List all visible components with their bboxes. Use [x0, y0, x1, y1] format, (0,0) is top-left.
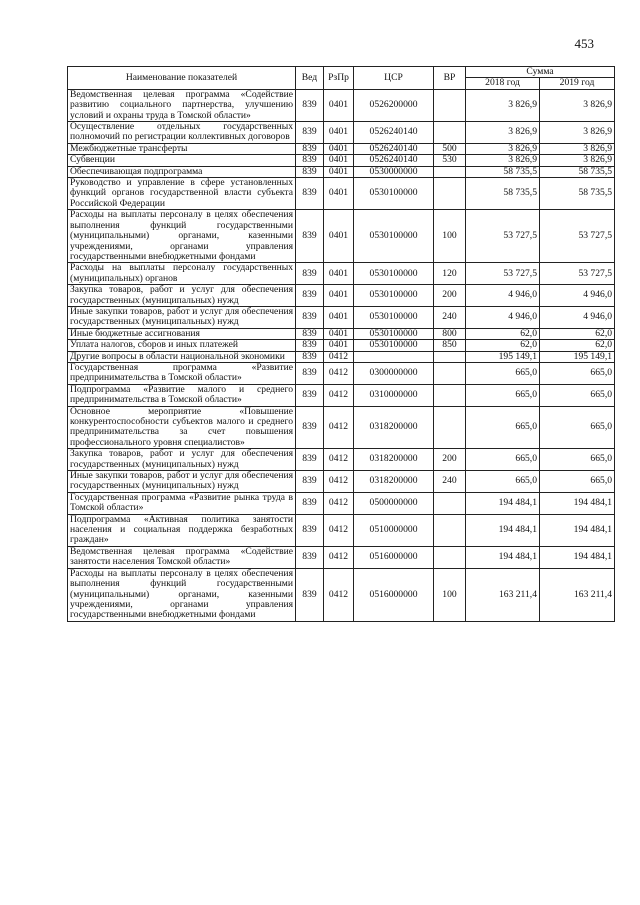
table-row — [68, 568, 615, 621]
row-sum-2018: 3 826,9 — [466, 89, 540, 121]
row-name: Иные бюджетные ассигнования — [68, 328, 296, 339]
header-vr: ВР — [434, 67, 466, 90]
row-rzpr: 0412 — [324, 362, 354, 384]
header-name: Наименование показателей — [68, 67, 296, 90]
row-sum-2019: 3 826,9 — [540, 89, 615, 121]
row-ved: 839 — [296, 166, 324, 177]
row-csr: 0530100000 — [354, 285, 434, 307]
row-vr: 500 — [434, 143, 466, 154]
row-sum-2018: 62,0 — [466, 328, 540, 339]
row-name: Расходы на выплаты персоналу в целях обеспечения выполнения функций государственными (муниципальными) органами, казенными учреждениями, органами управления государственными внебюджетными фондами — [68, 210, 296, 263]
header-ved: Вед — [296, 67, 324, 90]
row-sum-2018: 665,0 — [466, 362, 540, 384]
row-ved: 839 — [296, 306, 324, 328]
row-name: Иные закупки товаров, работ и услуг для обеспечения государственных (муниципальных) нужд — [68, 306, 296, 328]
row-csr: 0530000000 — [354, 166, 434, 177]
row-csr: 0530100000 — [354, 178, 434, 210]
row-ved: 839 — [296, 546, 324, 568]
row-rzpr: 0401 — [324, 166, 354, 177]
row-ved: 839 — [296, 514, 324, 546]
row-sum-2019: 194 484,1 — [540, 546, 615, 568]
row-csr: 0526240140 — [354, 122, 434, 144]
row-name: Руководство и управление в сфере установленных функций органов государственной власти субъекта Российской Федерации — [68, 178, 296, 210]
row-vr — [434, 178, 466, 210]
row-vr: 240 — [434, 306, 466, 328]
row-csr — [354, 351, 434, 362]
table-row — [68, 492, 615, 514]
row-ved: 839 — [296, 449, 324, 471]
row-sum-2019: 4 946,0 — [540, 306, 615, 328]
row-ved: 839 — [296, 492, 324, 514]
table-row — [68, 122, 615, 144]
row-sum-2019: 3 826,9 — [540, 122, 615, 144]
row-sum-2018: 3 826,9 — [466, 122, 540, 144]
table-row — [68, 406, 615, 449]
row-rzpr: 0412 — [324, 471, 354, 493]
table-row — [68, 89, 615, 121]
row-csr: 0530100000 — [354, 306, 434, 328]
row-sum-2018: 58 735,5 — [466, 178, 540, 210]
row-sum-2019: 58 735,5 — [540, 178, 615, 210]
row-sum-2018: 3 826,9 — [466, 143, 540, 154]
row-vr: 850 — [434, 340, 466, 351]
row-sum-2019: 53 727,5 — [540, 210, 615, 263]
row-sum-2018: 665,0 — [466, 449, 540, 471]
row-sum-2018: 4 946,0 — [466, 306, 540, 328]
row-sum-2019: 163 211,4 — [540, 568, 615, 621]
row-rzpr: 0412 — [324, 406, 354, 449]
row-csr: 0526240140 — [354, 143, 434, 154]
row-name: Закупка товаров, работ и услуг для обеспечения государственных (муниципальных) нужд — [68, 285, 296, 307]
row-name: Закупка товаров, работ и услуг для обеспечения государственных (муниципальных) нужд — [68, 449, 296, 471]
header-sum: Сумма — [466, 67, 615, 78]
row-ved: 839 — [296, 568, 324, 621]
table-row — [68, 263, 615, 285]
row-ved: 839 — [296, 328, 324, 339]
row-ved: 839 — [296, 384, 324, 406]
row-sum-2019: 58 735,5 — [540, 166, 615, 177]
table-row — [68, 514, 615, 546]
row-vr: 120 — [434, 263, 466, 285]
row-csr: 0516000000 — [354, 568, 434, 621]
row-name: Основное мероприятие «Повышение конкурентоспособности субъектов малого и среднего предпринимательства за счет повышения профессионального уровня специалистов» — [68, 406, 296, 449]
row-csr: 0526240140 — [354, 155, 434, 166]
table-header — [68, 67, 615, 90]
row-name: Межбюджетные трансферты — [68, 143, 296, 154]
row-sum-2018: 3 826,9 — [466, 155, 540, 166]
row-ved: 839 — [296, 263, 324, 285]
header-rzpr: РзПр — [324, 67, 354, 90]
table-row — [68, 210, 615, 263]
row-csr: 0530100000 — [354, 328, 434, 339]
table-row — [68, 178, 615, 210]
row-sum-2018: 665,0 — [466, 406, 540, 449]
row-sum-2018: 53 727,5 — [466, 263, 540, 285]
table-body — [68, 89, 615, 621]
row-csr: 0530100000 — [354, 340, 434, 351]
row-vr — [434, 546, 466, 568]
row-name: Ведомственная целевая программа «Содействие занятости населения Томской области» — [68, 546, 296, 568]
header-year-2019: 2019 год — [540, 78, 615, 89]
row-sum-2019: 3 826,9 — [540, 155, 615, 166]
row-sum-2018: 163 211,4 — [466, 568, 540, 621]
row-rzpr: 0401 — [324, 89, 354, 121]
row-vr — [434, 122, 466, 144]
table-row — [68, 471, 615, 493]
row-vr: 100 — [434, 568, 466, 621]
row-ved: 839 — [296, 406, 324, 449]
row-ved: 839 — [296, 340, 324, 351]
row-name: Расходы на выплаты персоналу в целях обеспечения выполнения функций государственными (муниципальными) органами, казенными учреждениями, органами управления государственными внебюджетными фондами — [68, 568, 296, 621]
row-vr — [434, 362, 466, 384]
budget-table — [67, 66, 615, 622]
row-name: Субвенции — [68, 155, 296, 166]
row-name: Расходы на выплаты персоналу государственных (муниципальных) органов — [68, 263, 296, 285]
row-name: Уплата налогов, сборов и иных платежей — [68, 340, 296, 351]
row-name: Государственная программа «Развитие рынка труда в Томской области» — [68, 492, 296, 514]
row-csr: 0300000000 — [354, 362, 434, 384]
row-vr — [434, 384, 466, 406]
row-rzpr: 0401 — [324, 178, 354, 210]
row-rzpr: 0401 — [324, 155, 354, 166]
row-name: Подпрограмма «Активная политика занятости населения и социальная поддержка безработных граждан» — [68, 514, 296, 546]
row-rzpr: 0412 — [324, 449, 354, 471]
table-row — [68, 306, 615, 328]
row-sum-2018: 58 735,5 — [466, 166, 540, 177]
row-rzpr: 0401 — [324, 143, 354, 154]
row-rzpr: 0412 — [324, 384, 354, 406]
row-name: Другие вопросы в области национальной экономики — [68, 351, 296, 362]
row-rzpr: 0401 — [324, 210, 354, 263]
row-name: Обеспечивающая подпрограмма — [68, 166, 296, 177]
row-ved: 839 — [296, 362, 324, 384]
row-rzpr: 0412 — [324, 492, 354, 514]
table-row — [68, 351, 615, 362]
row-rzpr: 0401 — [324, 306, 354, 328]
row-sum-2018: 195 149,1 — [466, 351, 540, 362]
row-rzpr: 0401 — [324, 122, 354, 144]
row-ved: 839 — [296, 122, 324, 144]
row-sum-2019: 62,0 — [540, 328, 615, 339]
row-vr — [434, 166, 466, 177]
row-sum-2019: 195 149,1 — [540, 351, 615, 362]
row-rzpr: 0412 — [324, 351, 354, 362]
table-row — [68, 449, 615, 471]
row-sum-2018: 665,0 — [466, 471, 540, 493]
header-year-2018: 2018 год — [466, 78, 540, 89]
table-row — [68, 328, 615, 339]
row-name: Подпрограмма «Развитие малого и среднего предпринимательства в Томской области» — [68, 384, 296, 406]
row-ved: 839 — [296, 351, 324, 362]
row-sum-2018: 62,0 — [466, 340, 540, 351]
row-vr: 800 — [434, 328, 466, 339]
row-vr — [434, 406, 466, 449]
row-vr — [434, 492, 466, 514]
row-rzpr: 0401 — [324, 285, 354, 307]
row-vr: 100 — [434, 210, 466, 263]
row-sum-2019: 194 484,1 — [540, 492, 615, 514]
row-csr: 0530100000 — [354, 263, 434, 285]
page-number: 453 — [574, 36, 594, 51]
row-ved: 839 — [296, 178, 324, 210]
table-row — [68, 362, 615, 384]
row-sum-2019: 194 484,1 — [540, 514, 615, 546]
table-row — [68, 285, 615, 307]
row-csr: 0500000000 — [354, 492, 434, 514]
row-csr: 0318200000 — [354, 471, 434, 493]
table-row — [68, 155, 615, 166]
row-sum-2019: 665,0 — [540, 384, 615, 406]
row-ved: 839 — [296, 285, 324, 307]
row-rzpr: 0412 — [324, 568, 354, 621]
row-sum-2018: 53 727,5 — [466, 210, 540, 263]
row-vr: 530 — [434, 155, 466, 166]
row-rzpr: 0401 — [324, 328, 354, 339]
row-csr: 0530100000 — [354, 210, 434, 263]
row-sum-2018: 4 946,0 — [466, 285, 540, 307]
row-sum-2018: 194 484,1 — [466, 492, 540, 514]
row-rzpr: 0412 — [324, 514, 354, 546]
row-name: Государственная программа «Развитие предпринимательства в Томской области» — [68, 362, 296, 384]
row-csr: 0310000000 — [354, 384, 434, 406]
row-sum-2019: 665,0 — [540, 471, 615, 493]
row-sum-2019: 53 727,5 — [540, 263, 615, 285]
row-sum-2019: 665,0 — [540, 449, 615, 471]
row-name: Осуществление отдельных государственных полномочий по регистрации коллективных договоров — [68, 122, 296, 144]
row-sum-2018: 665,0 — [466, 384, 540, 406]
row-rzpr: 0401 — [324, 263, 354, 285]
row-ved: 839 — [296, 143, 324, 154]
row-csr: 0516000000 — [354, 546, 434, 568]
row-csr: 0318200000 — [354, 449, 434, 471]
row-name: Иные закупки товаров, работ и услуг для обеспечения государственных (муниципальных) нужд — [68, 471, 296, 493]
header-csr: ЦСР — [354, 67, 434, 90]
row-ved: 839 — [296, 89, 324, 121]
row-ved: 839 — [296, 471, 324, 493]
row-ved: 839 — [296, 155, 324, 166]
row-name: Ведомственная целевая программа «Содействие развитию социального партнерства, улучшению условий и охраны труда в Томской области» — [68, 89, 296, 121]
table-row — [68, 384, 615, 406]
row-sum-2019: 4 946,0 — [540, 285, 615, 307]
row-sum-2019: 665,0 — [540, 406, 615, 449]
row-sum-2018: 194 484,1 — [466, 546, 540, 568]
row-sum-2018: 194 484,1 — [466, 514, 540, 546]
row-ved: 839 — [296, 210, 324, 263]
row-csr: 0526200000 — [354, 89, 434, 121]
row-vr: 200 — [434, 449, 466, 471]
row-vr — [434, 351, 466, 362]
table-row — [68, 546, 615, 568]
row-vr: 240 — [434, 471, 466, 493]
row-vr — [434, 514, 466, 546]
row-vr — [434, 89, 466, 121]
row-sum-2019: 62,0 — [540, 340, 615, 351]
row-rzpr: 0401 — [324, 340, 354, 351]
table-row — [68, 166, 615, 177]
row-sum-2019: 665,0 — [540, 362, 615, 384]
row-csr: 0510000000 — [354, 514, 434, 546]
row-sum-2019: 3 826,9 — [540, 143, 615, 154]
table-row — [68, 143, 615, 154]
table-row — [68, 340, 615, 351]
row-rzpr: 0412 — [324, 546, 354, 568]
row-vr: 200 — [434, 285, 466, 307]
row-csr: 0318200000 — [354, 406, 434, 449]
